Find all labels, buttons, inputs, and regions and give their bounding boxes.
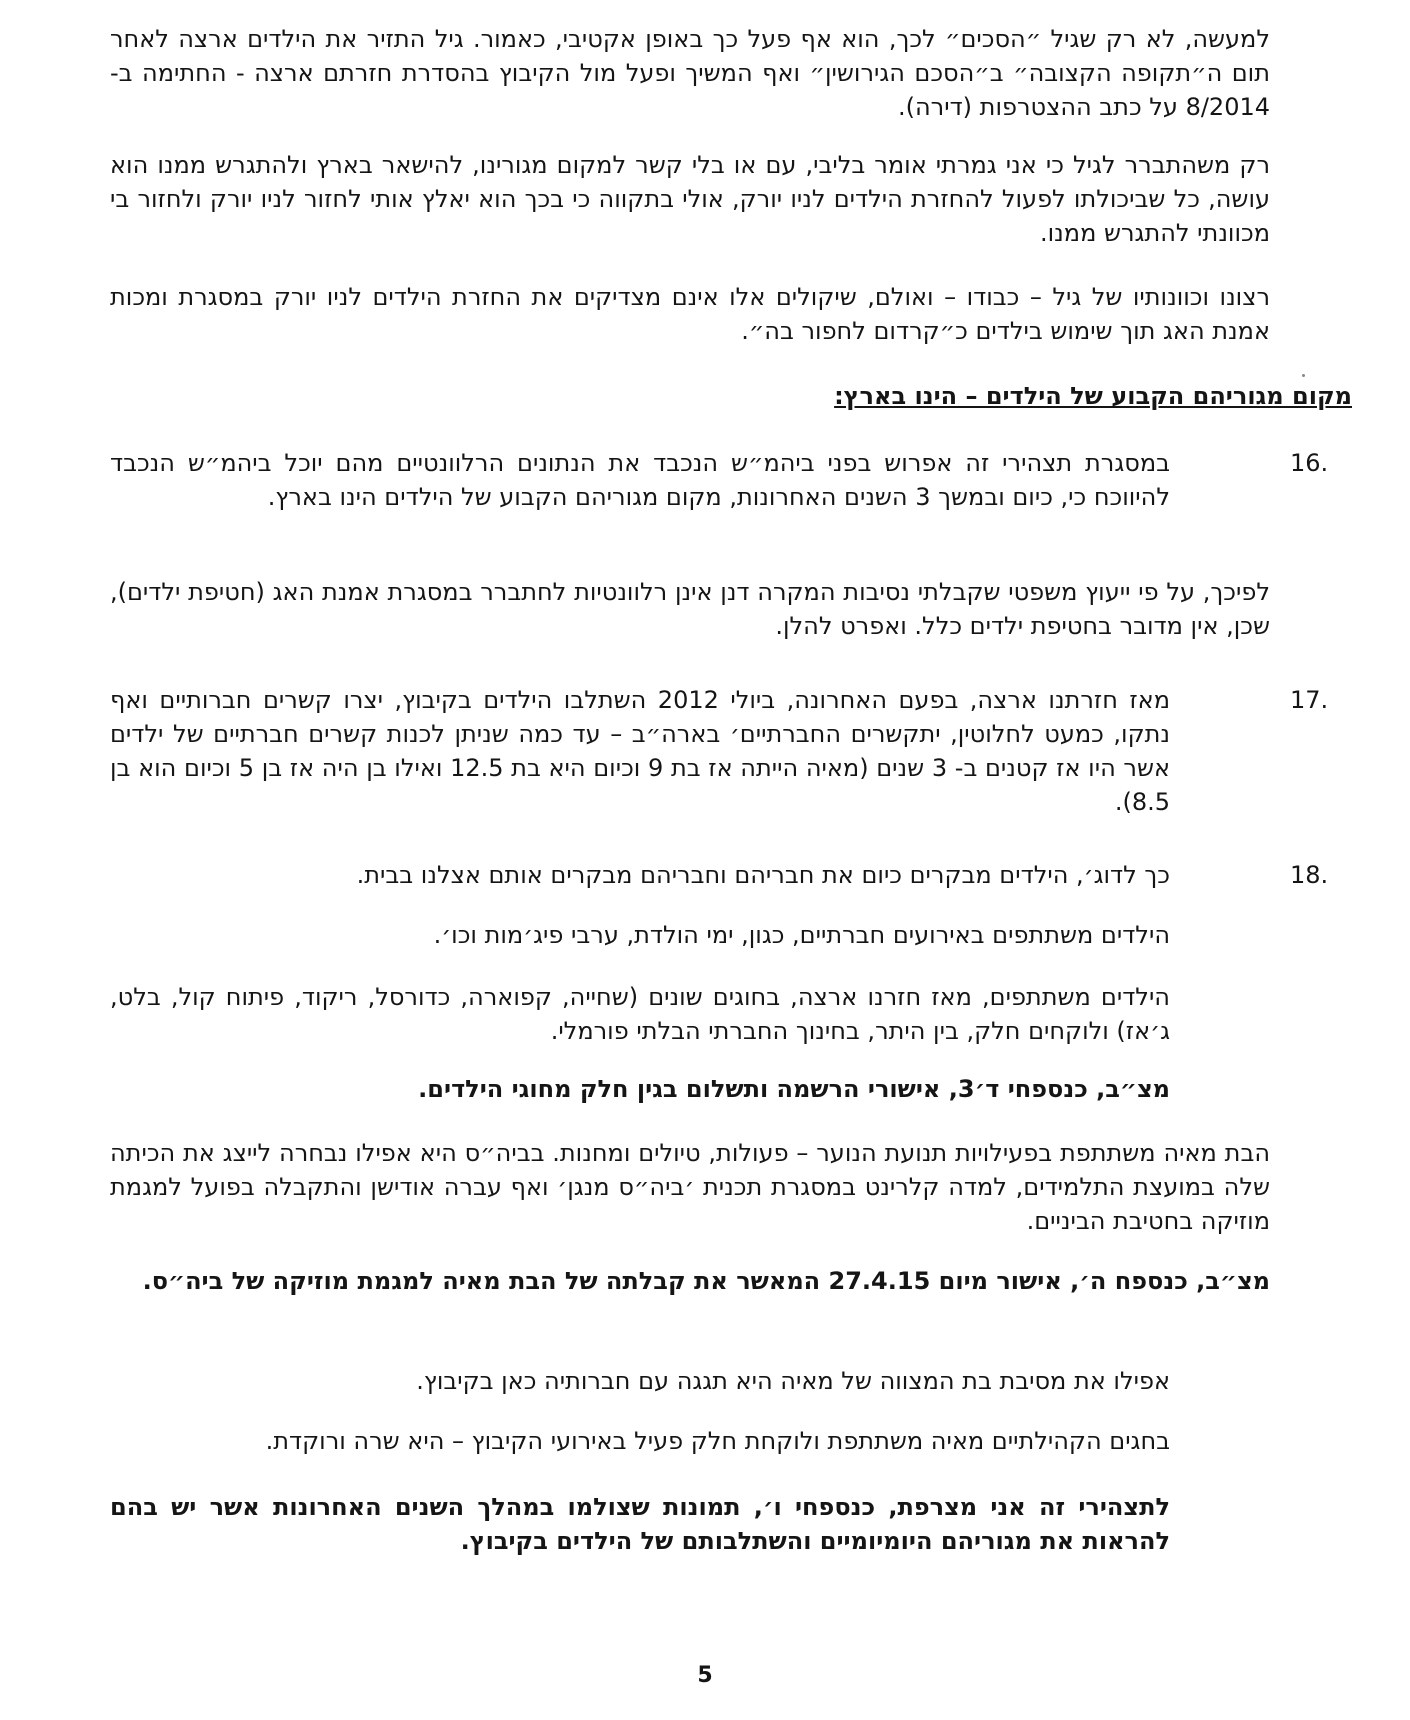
paragraph-intro-1: למעשה, לא רק שגיל ״הסכים״ לכך, הוא אף פעל כך באופן אקטיבי, כאמור. גיל התזיר את הילדים ארצה לאחר תום ה״תקופה הקצובה״ ב״הסכם הגירושין״ ואף המשיך ופעל מול הקיבוץ בהסדרת חזרתם ארצה - החתימה ב- 8/2014 על כתב ההצטרפות (דירה).	[110, 25, 1270, 121]
item-number-16: 16.	[1290, 449, 1329, 477]
item-18-attachment-note-v: לתצהירי זה אני מצרפת, כנספחי ו׳, תמונות שצולמו במהלך השנים האחרונות אשר יש בהם להראות את מגוריהם היומיומיים והשתלבותם של הילדים בקיבוץ.	[110, 1493, 1170, 1555]
item-number-18: 18.	[1290, 861, 1329, 889]
item-number-17: 17.	[1290, 686, 1329, 714]
item-18-paragraph-6: בחגים הקהילתיים מאיה משתתפת ולוקחת חלק פעיל באירועי הקיבוץ – היא שרה ורוקדת.	[265, 1427, 1170, 1455]
item-18-paragraph-2: הילדים משתתפים באירועים חברתיים, כגון, ימי הולדת, ערבי פיג׳מות וכו׳.	[433, 921, 1170, 949]
scan-speck	[1302, 374, 1305, 377]
paragraph-intro-2: רק משהתברר לגיל כי אני גמרתי אומר בליבי, עם או בלי קשר למקום מגורינו, להישאר בארץ ולהתגרש ממנו הוא עושה, כל שביכולתו לפעול להחזרת הילדים לניו יורק, אולי בתקווה כי בכך הוא יאלץ אותי לחזור לניו יורק ולחזור בי מכוונתי להתגרש ממנו.	[110, 151, 1270, 247]
item-16-paragraph-1: במסגרת תצהירי זה אפרוש בפני ביהמ״ש הנכבד את הנתונים הרלוונטיים מהם יוכל ביהמ״ש הנכבד להיווכח כי, כיום ובמשך 3 השנים האחרונות, מקום מגוריהם הקבוע של הילדים הינו בארץ.	[110, 449, 1170, 511]
item-18-paragraph-3: הילדים משתתפים, מאז חזרנו ארצה, בחוגים שונים (שחייה, קפוארה, כדורסל, ריקוד, פיתוח קול, בלט, ג׳אז) ולוקחים חלק, בין היתר, בחינוך החברתי הבלתי פורמלי.	[110, 983, 1170, 1045]
item-16-paragraph-2: לפיכך, על פי ייעוץ משפטי שקבלתי נסיבות המקרה דנן אינן רלוונטיות לחתברר במסגרת אמנת האג (חטיפת ילדים), שכן, אין מדובר בחטיפת ילדים כלל. ואפרט להלן.	[110, 578, 1270, 640]
item-18-paragraph-5: אפילו את מסיבת בת המצווה של מאיה היא תגגה עם חברותיה כאן בקיבוץ.	[416, 1367, 1170, 1395]
item-18-paragraph-4: הבת מאיה משתתפת בפעילויות תנועת הנוער – פעולות, טיולים ומחנות. בביה״ס היא אפילו נבחרה לייצג את הכיתה שלה במועצת התלמידים, למדה קלרינט במסגרת תכנית ׳ביה״ס מנגן׳ ואף עברה אודישן והתקבלה בפועל למגמת מוזיקה בחטיבת הביניים.	[110, 1139, 1270, 1235]
item-18-attachment-note-h: מצ״ב, כנספח ה׳, אישור מיום 27.4.15 המאשר את קבלתה של הבת מאיה למגמת מוזיקה של ביה״ס.	[142, 1267, 1270, 1295]
item-18-attachment-note-d3: מצ״ב, כנספחי ד׳3, אישורי הרשמה ותשלום בגין חלק מחוגי הילדים.	[418, 1075, 1170, 1103]
item-17-paragraph-1: מאז חזרתנו ארצה, בפעם האחרונה, ביולי 2012 השתלבו הילדים בקיבוץ, יצרו קשרים חברותיים ואף נתקו, כמעט לחלוטין, יתקשרים החברתיים׳ בארה״ב – עד כמה שניתן לכנות קשרים חברתיים של ילדים אשר היו אז קטנים ב- 3 שנים (מאיה הייתה אז בת 9 וכיום היא בת 12.5 ואילו בן היה אז בן 5 וכיום הוא בן 8.5).	[110, 686, 1171, 816]
paragraph-intro-3: רצונו וכוונותיו של גיל – כבודו – ואולם, שיקולים אלו אינם מצדיקים את החזרת הילדים לניו יורק במסגרת ומכות אמנת האג תוך שימוש בילדים כ״קרדום לחפור בה״.	[110, 283, 1270, 345]
page-number: 5	[697, 1663, 713, 1688]
section-heading: מקום מגוריהם הקבוע של הילדים – הינו בארץ:	[834, 382, 1352, 410]
item-18-paragraph-1: כך לדוג׳, הילדים מבקרים כיום את חבריהם וחבריהם מבקרים אותם אצלנו בבית.	[356, 861, 1170, 889]
